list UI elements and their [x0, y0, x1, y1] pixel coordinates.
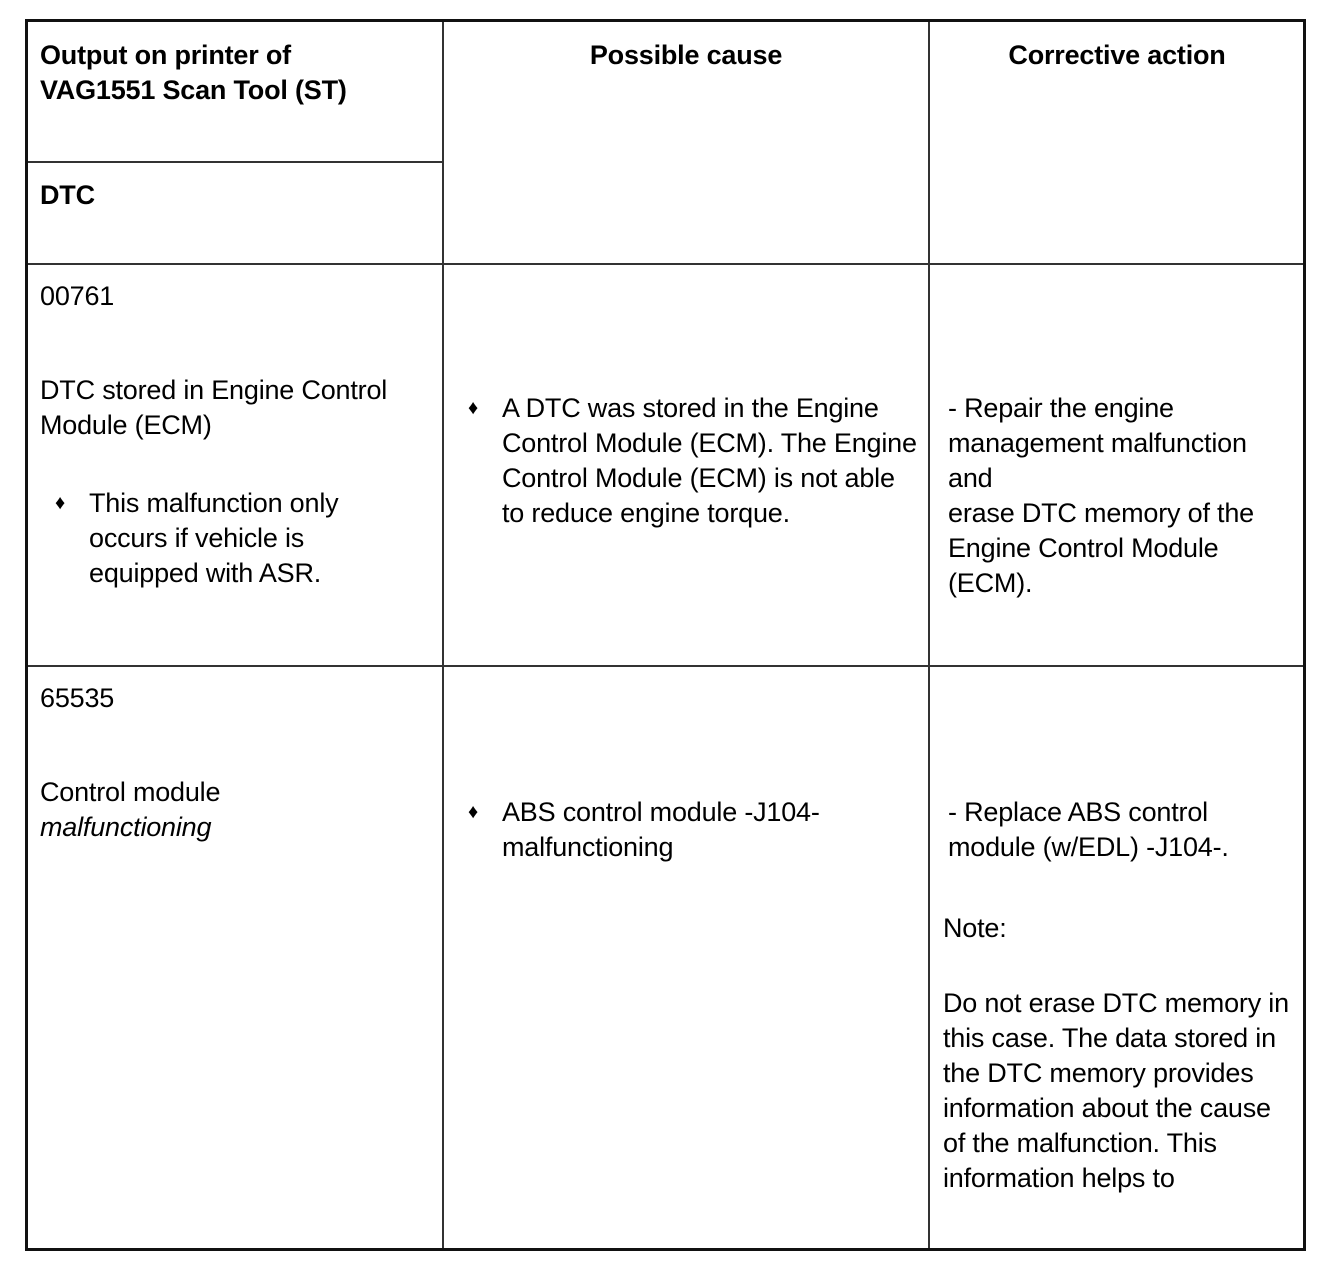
row1-cause-text: A DTC was stored in the Engine Control Module (ECM). The Engine Control Module (ECM) is not able to reduce engine torque. — [502, 393, 917, 528]
header-possible-cause: Possible cause — [589, 40, 783, 70]
row1-dtc-code: 00761 — [40, 281, 115, 311]
header-corrective-action: Corrective action — [1008, 40, 1226, 70]
row1-action-line3: erase DTC memory of the Engine Control Module (ECM). — [948, 498, 1254, 598]
row2-action-text: - Replace ABS control module (w/EDL) -J104-. — [948, 797, 1229, 862]
row1-action-line2: and — [948, 463, 993, 493]
header-output-line2: VAG1551 Scan Tool (ST) — [40, 75, 347, 105]
row2-description-italic: malfunctioning — [40, 812, 212, 842]
header-output-printer — [40, 38, 435, 108]
column-divider-1 — [442, 22, 444, 1248]
row2-cause-text: ABS control module -J104- malfunctioning — [502, 797, 820, 862]
diamond-bullet-icon: ♦ — [468, 801, 479, 823]
row1-output-cell — [40, 279, 435, 591]
row1-action-cell — [948, 391, 1298, 601]
header-sub-divider — [28, 161, 444, 163]
row1-dtc-description: DTC stored in Engine Control Module (ECM) — [40, 375, 388, 440]
row2-dtc-description — [40, 775, 435, 845]
row2-output-cell — [40, 681, 435, 845]
header-dtc: DTC — [40, 180, 95, 210]
row2-action-cell — [943, 795, 1298, 1196]
header-bottom-divider — [28, 263, 1303, 265]
row1-cause-bullet — [468, 391, 923, 531]
row2-cause-cell — [468, 795, 878, 865]
diamond-bullet-icon: ♦ — [468, 397, 479, 419]
row2-description-plain: Control module — [40, 777, 221, 807]
row1-cause-cell — [468, 391, 923, 531]
row1-action-line1: - Repair the engine management malfunction — [948, 393, 1247, 458]
diamond-bullet-icon: ♦ — [55, 492, 66, 514]
row-divider — [28, 665, 1303, 667]
row2-note-text: Do not erase DTC memory in this case. The data stored in the DTC memory provides information about the cause of the malfunction. This information helps to — [943, 988, 1289, 1193]
column-divider-2 — [928, 22, 930, 1248]
row2-dtc-code: 65535 — [40, 683, 115, 713]
row2-note-label: Note: — [943, 913, 1007, 943]
row1-note-bullet — [40, 486, 435, 591]
header-output-line1: Output on printer of — [40, 40, 291, 70]
row2-cause-bullet — [468, 795, 878, 865]
row1-note-text: This malfunction only occurs if vehicle is equipped with ASR. — [89, 488, 339, 588]
dtc-table — [25, 19, 1306, 1251]
